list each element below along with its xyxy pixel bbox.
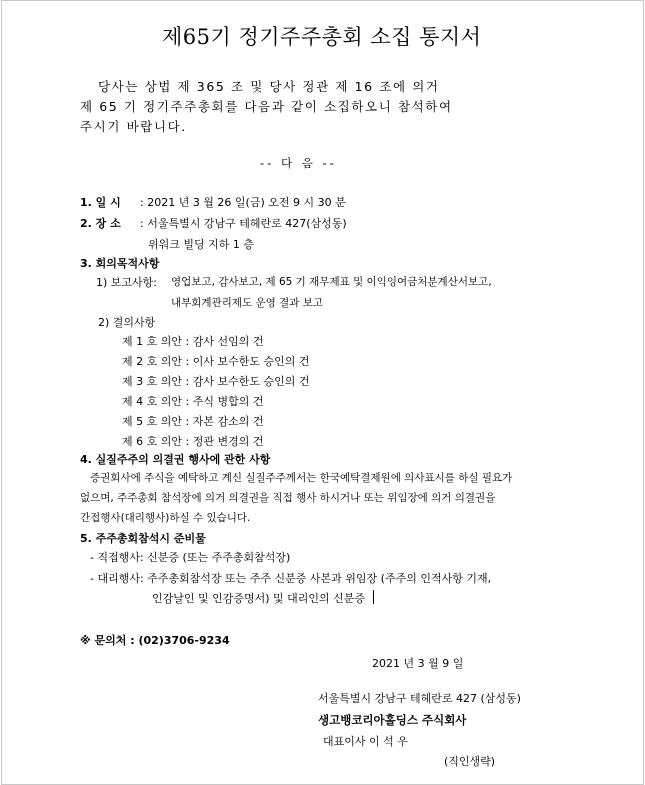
company-address: 서울특별시 강남구 테헤란로 427 (삼성동) [318,692,521,705]
prep-proxy-line-1: - 대리행사: 주주총회참석장 또는 주주 신분증 사본과 위임장 (주주의 인적사항 기재, [90,572,492,585]
report-line-2: 내부회계관리제도 운영 결과 보고 [171,297,324,309]
resolution-item: 제 5 호 의안 : 자본 감소의 건 [122,415,264,428]
company-name: 생고뱅코리아홀딩스 주식회사 [318,713,467,727]
separator-heading: -- 다 음 -- [260,156,337,170]
prep-direct: - 직접행사: 신분증 (또는 주주총회참석장) [90,551,291,564]
report-line-1: 영업보고, 감사보고, 제 65 기 재무제표 및 이익잉여금처분계산서보고, [171,276,492,288]
agenda-heading: 3. 회의목적사항 [80,257,160,270]
intro-line-1: 당사는 상법 제 365 조 및 당사 정관 제 16 조에 의거 [98,79,440,94]
resolution-item: 제 2 호 의안 : 이사 보수한도 승인의 건 [122,355,310,368]
place-value-line-2: 위워크 빌딩 지하 1 층 [148,238,254,251]
vote-line-3: 간접행사(대리행사)하실 수 있습니다. [80,512,251,524]
report-label: 1) 보고사항: [96,276,157,289]
prep-heading: 5. 주주총회참석시 준비물 [80,532,206,545]
resolution-item: 제 4 호 의안 : 주식 병합의 건 [122,395,264,408]
text-cursor [373,590,374,604]
vote-line-2: 없으며, 주주총회 참석장에 의거 의결권을 직접 행사 하시거나 또는 위임장에 의거 의결권을 [80,492,496,504]
resolution-item: 제 1 호 의안 : 감사 선임의 건 [122,335,264,348]
page-title: 제65기 정기주주총회 소집 통지서 [162,25,482,49]
vote-line-1: 증권회사에 주식을 예탁하고 계신 실질주주께서는 한국예탁결제원에 의사표시를 하실 필요가 [90,472,513,484]
resolution-item: 제 6 호 의안 : 정관 변경의 건 [122,435,264,448]
signed-date: 2021 년 3 월 9 일 [372,657,464,670]
representative: 대표이사 이 석 우 [323,735,408,748]
date-value: : 2021 년 3 월 26 일(금) 오전 9 시 30 분 [140,196,346,209]
notice-page [1,0,644,785]
seal-note: (직인생략) [444,755,496,768]
place-label: 2. 장 소 [80,217,121,230]
intro-line-3: 주시기 바랍니다. [80,119,187,134]
resolution-label: 2) 결의사항 [98,316,156,329]
place-value-line-1: : 서울특별시 강남구 테헤란로 427(삼성동) [140,217,347,230]
vote-heading: 4. 실질주주의 의결권 행사에 관한 사항 [80,453,271,466]
date-label: 1. 일 시 [80,196,121,209]
contact-info: ※ 문의처 : (02)3706-9234 [80,634,230,647]
prep-proxy-line-2: 인감날인 및 인감증명서) 및 대리인의 신분증 [152,592,366,605]
intro-line-2: 제 65 기 정기주주총회를 다음과 같이 소집하오니 참석하여 [80,99,453,114]
resolution-item: 제 3 호 의안 : 감사 보수한도 승인의 건 [122,375,310,388]
